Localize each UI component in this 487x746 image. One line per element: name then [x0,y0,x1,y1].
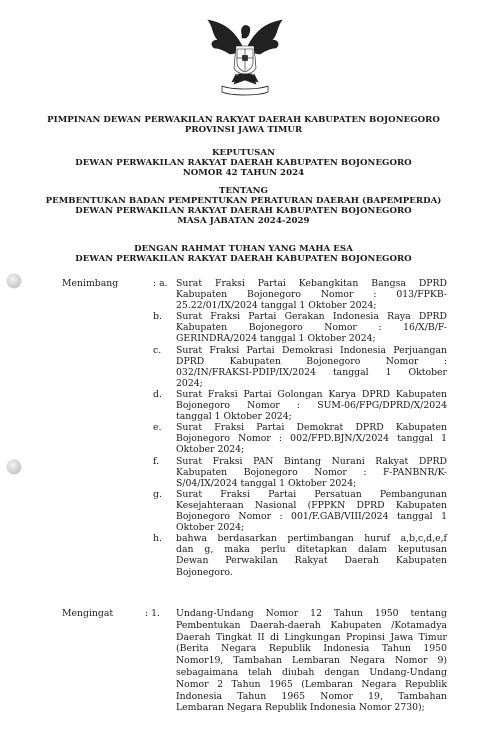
item-text-line: Lembaran Negara Republik Indonesia Nomor 2730); [176,702,425,714]
decree-title: KEPUTUSAN [211,148,276,158]
item-text-line: Surat Fraksi Partai Kebangkitan Bangsa DPRD [176,278,447,289]
item-text-line: Nomor19, Tambahan Lembaran Negara Nomor 9) [176,655,447,667]
item-text-line: DPRD Kabupaten Bojonegoro Nomor : [176,355,447,367]
item-text-line: Kabupaten Bojonegoro Nomor : 16/X/B/F- [176,322,447,334]
item-text-line: Surat Fraksi Partai Demokrasi Indonesia Perjuangan [176,344,447,356]
list-item [153,278,447,311]
item-text-line: Pembentukan Daerah-daerah Kabupaten /Kotamadya [176,619,447,631]
item-text-line: bahwa berdasarkan pertimbangan huruf a,b,c,d,e,f [176,533,447,545]
item-text-line: Oktober 2024; [176,444,245,456]
item-text-line: Kabupaten Bojonegoro Nomor : 013/FPKB- [176,289,447,301]
item-text-line: Surat Fraksi PAN Bintang Nurani Rakyat DPRD [176,455,447,467]
preamble-line2: DEWAN PERWAKILAN RAKYAT DAERAH KABUPATEN BOJONEGORO [75,254,412,264]
list-item [153,489,447,533]
item-label: f. [153,455,160,467]
binder-hole [7,460,21,474]
item-label: : 1. [145,608,160,619]
item-label: c. [153,344,162,356]
item-text-line: 032/IN/FRAKSI-PDIP/IX/2024 tanggal 1 Oktober [176,366,447,378]
item-label: b. [153,311,162,323]
subject-heading [0,186,487,226]
item-text-line: tanggal 1 Oktober 2024; [176,411,292,423]
item-text-line: 2024; [176,377,203,389]
item-text-line: Surat Fraksi Partai Persatuan Pembangunan [176,488,447,500]
menimbang-label: Menimbang [62,278,119,289]
item-text-line: Bojonegoro Nomor : 001/F.GAB/VIII/2024 tanggal 1 [176,511,447,523]
item-text-line: Daerah Tingkat II di Lingkungan Propinsi Jawa Timur [176,631,447,643]
item-text-line: GERINDRA/2024 tanggal 1 Oktober 2024; [176,333,376,345]
item-label: e. [153,422,162,434]
item-label: d. [153,389,162,400]
item-text-line: Kabupaten Bojonegoro Nomor : F-PANBNR/K- [176,466,447,478]
subject-line3: MASA JABATAN 2024-2029 [177,216,310,226]
list-item [145,608,447,714]
subject-label: TENTANG [219,186,268,196]
item-text-line: S/04/IX/2024 tanggal 1 Oktober 2024; [176,477,357,489]
item-text-line: dan g, maka perlu ditetapkan dalam keputusan [176,544,447,556]
item-text-line: 25.22/01/IX/2024 tanggal 1 Oktober 2024; [176,300,377,312]
item-text-line: Dewan Perwakilan Rakyat Daerah Kabupaten [176,555,447,567]
item-text-line: Undang-Undang Nomor 12 Tahun 1950 tentang [176,608,447,619]
garuda-emblem [204,16,286,96]
item-text-line: Surat Fraksi Partai Demokrat DPRD Kabupaten [176,422,447,434]
item-text-line: Bojonegoro Nomor : SUM-06/FPG/DPRD/X/2024 [176,400,447,412]
item-text-line: Nomor 2 Tahun 1965 (Lembaran Negara Republik [176,678,447,690]
item-label: h. [153,533,162,545]
header-line1: PIMPINAN DEWAN PERWAKILAN RAKYAT DAERAH KABUPATEN BOJONEGORO [47,115,440,125]
item-label: : a. [153,278,168,289]
decree-heading [0,148,487,178]
decree-issuer: DEWAN PERWAKILAN RAKYAT DAERAH KABUPATEN BOJONEGORO [75,158,412,168]
header-line2: PROVINSI JAWA TIMUR [184,125,303,135]
item-text-line: Bojonegoro Nomor : 002/FPD.BJN/X/2024 tanggal 1 [176,433,447,445]
list-item [153,389,447,422]
item-text-line: Indonesia Tahun 1965 Nomor 19, Tambahan [176,690,447,702]
subject-line2: DEWAN PERWAKILAN RAKYAT DAERAH KABUPATEN BOJONEGORO [75,206,412,216]
item-text-line: Oktober 2024; [176,522,245,534]
subject-line1: PEMBENTUKAN BADAN PEMPENTUKAN PERATURAN DAERAH (BAPEMPERDA) [45,196,442,206]
list-item [153,311,447,344]
binder-hole [7,274,21,288]
header [0,115,487,135]
mengingat-label: Mengingat [62,608,114,619]
decree-number: NOMOR 42 TAHUN 2024 [182,168,305,178]
item-text-line: (Berita Negara Republik Indonesia Tahun 1950 [176,643,447,655]
list-item [153,422,447,455]
item-label: g. [153,488,162,500]
list-item [153,533,447,577]
item-text-line: sebagaimana telah diubah dengan Undang-Undang [176,667,447,678]
list-item [153,456,447,489]
item-text-line: Surat Fraksi Partai Gerakan Indonesia Raya DPRD [176,311,447,323]
list-item [153,345,447,389]
item-text-line: Bojonegoro. [176,566,233,578]
item-text-line: Surat Fraksi Partai Golongan Karya DPRD Kabupaten [176,389,447,400]
preamble [0,244,487,264]
item-text-line: Kesejahteraan Nasional (FPPKN DPRD Kabupaten [176,499,447,511]
preamble-line1: DENGAN RAHMAT TUHAN YANG MAHA ESA [134,244,353,254]
